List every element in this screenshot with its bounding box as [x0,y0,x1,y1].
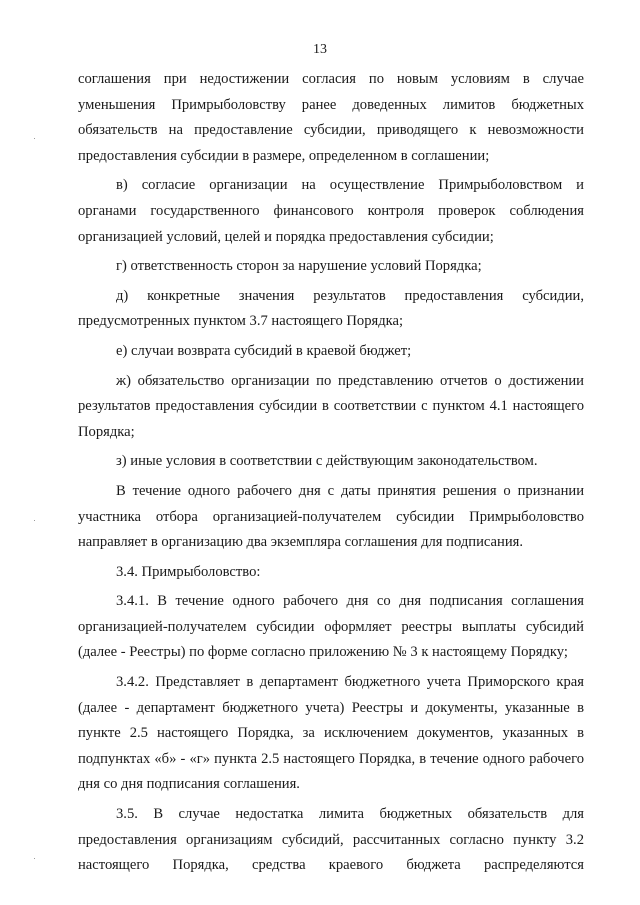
document-body [78,67,584,879]
paragraph-item-zh: ж) обязательство организации по представлению отчетов о достижении результатов предоставления субсидии в соответствии с пунктом 4.1 настоящего Порядка; [78,372,584,440]
paragraph-3-5: 3.5. В случае недостатка лимита бюджетных обязательств для предоставления организациям субсидий, рассчитанных согласно пункту 3.2 настоящего Порядка, средства краевого бюджета распределяются [78,806,584,874]
section-heading-3-4: 3.4. Примрыболовство: [116,563,261,580]
paragraph-item-e: е) случаи возврата субсидий в краевой бюджет; [116,342,412,359]
scan-margin-mark [34,858,35,859]
scan-margin-mark [34,138,35,139]
scan-margin-mark [34,520,35,521]
paragraph-3-4-2: 3.4.2. Представляет в департамент бюджетного учета Приморского края (далее - департамент бюджетного учета) Реестры и документы, указанные в пункте 2.5 настоящего Порядка, за исключением документов, указанных в подпунктах «б» - «г» пункта 2.5 настоящего Порядка, в течение одного рабочего дня со дня подписания соглашения. [78,674,584,793]
paragraph-continuation: соглашения при недостижении согласия по новым условиям в случае уменьшения Примрыболовству ранее доведенных лимитов бюджетных обязательств на предоставление субсидии, приводящего к невозможности предоставления субсидии в размере, определенном в соглашении; [78,71,584,164]
paragraph-item-g: г) ответственность сторон за нарушение условий Порядка; [116,258,482,275]
paragraph-item-v: в) согласие организации на осуществление Примрыболовством и органами государственного финансового контроля проверок соблюдения организацией условий, целей и порядка предоставления субсидии; [78,177,584,245]
paragraph-item-d: д) конкретные значения результатов предоставления субсидии, предусмотренных пунктом 3.7 настоящего Порядка; [78,287,584,330]
paragraph-agreement-sending: В течение одного рабочего дня с даты принятия решения о признании участника отбора организацией-получателем субсидии Примрыболовство направляет в организацию два экземпляра соглашения для подписания. [78,482,584,551]
paragraph-item-z: з) иные условия в соответствии с действующим законодательством. [116,453,538,470]
page-number: 13 [313,42,327,57]
paragraph-3-4-1: 3.4.1. В течение одного рабочего дня со дня подписания соглашения организацией-получателем субсидии оформляет реестры выплаты субсидий (далее - Реестры) по форме согласно приложению № 3 к настоящему Порядку; [78,593,584,661]
